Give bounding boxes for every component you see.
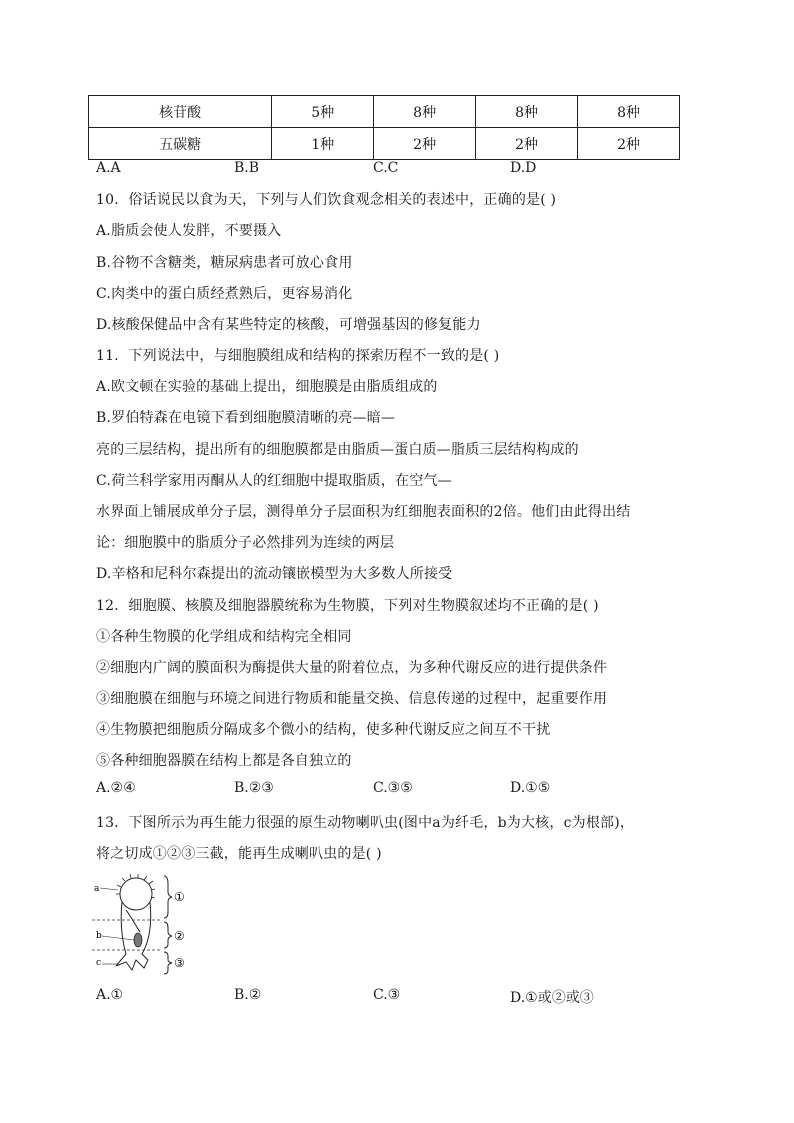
q10-option-b: B.谷物不含糖类，糖尿病患者可放心食用 [96, 255, 353, 271]
option-c: C.③ [373, 987, 401, 1003]
option-a: A.A [96, 160, 121, 176]
q12-item: ②细胞内广阔的膜面积为酶提供大量的附着位点，为多种代谢反应的进行提供条件 [96, 660, 608, 676]
table-cell: 2种 [578, 128, 680, 160]
part-2-label: ② [174, 929, 185, 943]
q11-line: 论：细胞膜中的脂质分子必然排列为连续的两层 [96, 535, 395, 551]
body-outline [116, 902, 151, 970]
q11-line: D.辛格和尼科尔森提出的流动镶嵌模型为大多数人所接受 [96, 566, 453, 582]
q11-line: A.欧文顿在实验的基础上提出，细胞膜是由脂质组成的 [96, 379, 438, 395]
table-cell: 2种 [374, 128, 476, 160]
table-cell: 5种 [272, 96, 374, 128]
table-row [89, 96, 680, 128]
label-a: a [94, 884, 100, 894]
table-cell: 8种 [578, 96, 680, 128]
option-a: A.②④ [96, 780, 136, 796]
table-cell: 8种 [374, 96, 476, 128]
table-cell: 2种 [476, 128, 578, 160]
option-d: D.D [510, 160, 537, 176]
table-row [89, 128, 680, 160]
q12-item: ⑤各种细胞器膜在结构上都是各自独立的 [96, 753, 352, 769]
option-c: C.C [373, 160, 399, 176]
nucleotide-table [88, 95, 680, 160]
body-inner-line [126, 910, 140, 932]
label-b: b [96, 931, 102, 941]
question-13-stem-cont: 将之切成①②③三截，能再生成喇叭虫的是( ) [96, 846, 382, 862]
question-12-stem: 12．细胞膜、核膜及细胞器膜统称为生物膜，下列对生物膜叙述均不正确的是( ) [96, 598, 599, 614]
option-d: D.①⑤ [510, 780, 551, 796]
q10-option-c: C.肉类中的蛋白质经煮熟后，更容易消化 [96, 286, 353, 302]
q10-option-a: A.脂质会使人发胖，不要摄入 [96, 223, 282, 239]
part-1-label: ① [174, 890, 185, 904]
q12-item: ③细胞膜在细胞与环境之间进行物质和能量交换、信息传递的过程中，起重要作用 [96, 691, 608, 707]
q10-option-d: D.核酸保健品中含有某些特定的核酸，可增强基因的修复能力 [96, 317, 481, 333]
q11-line: C.荷兰科学家用丙酮从人的红细胞中提取脂质，在空气— [96, 473, 452, 489]
q12-item: ④生物膜把细胞质分隔成多个微小的结构，使多种代谢反应之间互不干扰 [96, 722, 551, 738]
q11-line: 水界面上铺展成单分子层，测得单分子层面积为红细胞表面积的2倍。他们由此得出结 [96, 504, 631, 520]
option-a: A.① [96, 987, 124, 1003]
question-10-stem: 10．俗话说民以食为天，下列与人们饮食观念相关的表述中，正确的是( ) [96, 192, 557, 208]
q11-line: B.罗伯特森在电镜下看到细胞膜清晰的亮—暗— [96, 410, 396, 426]
option-b: B.② [234, 987, 262, 1003]
cut-lines [92, 920, 162, 950]
trumpet-animal-figure [92, 870, 202, 978]
question-11-stem: 11．下列说法中，与细胞膜组成和结构的探索历程不一致的是( ) [96, 348, 500, 364]
label-c: c [96, 958, 102, 968]
q12-item: ①各种生物膜的化学组成和结构完全相同 [96, 629, 352, 645]
braces [164, 876, 172, 974]
table-cell: 1种 [272, 128, 374, 160]
part-3-label: ③ [174, 956, 185, 970]
option-b: B.②③ [234, 780, 274, 796]
table-cell: 核苷酸 [89, 96, 272, 128]
table-cell: 8种 [476, 96, 578, 128]
option-c: C.③⑤ [373, 780, 413, 796]
macronucleus [134, 933, 142, 947]
option-d: D.①或②或③ [510, 990, 594, 1006]
table-cell: 五碳糖 [89, 128, 272, 160]
question-13-stem: 13．下图所示为再生能力很强的原生动物喇叭虫(图中a为纤毛，b为大核，c为根部)， [96, 815, 635, 831]
option-b: B.B [234, 160, 260, 176]
cilia-head-circle [120, 878, 152, 910]
q11-line: 亮的三层结构，提出所有的细胞膜都是由脂质—蛋白质—脂质三层结构构成的 [96, 442, 579, 458]
